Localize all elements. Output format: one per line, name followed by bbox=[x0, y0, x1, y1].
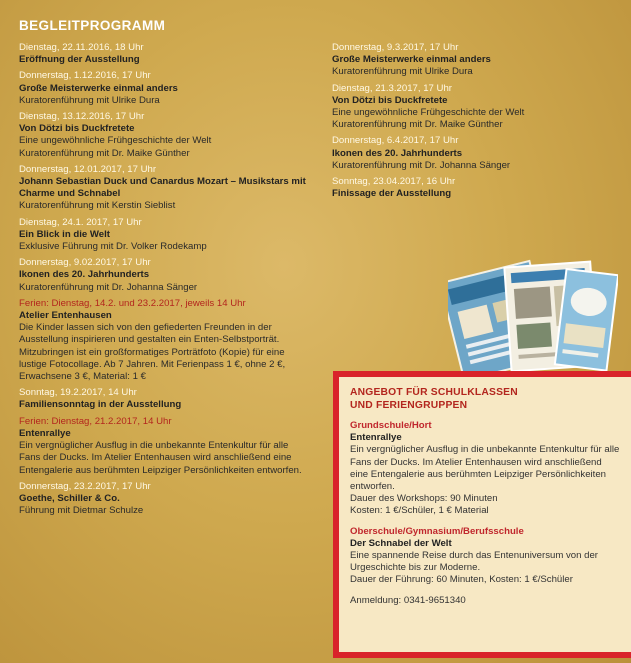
event-text: Eine ungewöhnliche Frühgeschichte der Welt bbox=[332, 107, 525, 119]
event-item bbox=[19, 111, 309, 160]
event-title: Johann Sebastian Duck und Canardus Mozart – Musikstars mit Charme und Schnabel bbox=[19, 176, 306, 200]
event-text: Kuratorenführung mit Dr. Maike Günther bbox=[19, 147, 190, 159]
offer-heading: ANGEBOT FÜR SCHULKLASSEN bbox=[350, 387, 518, 398]
event-date: Dienstag, 24.1. 2017, 17 Uhr bbox=[19, 216, 142, 228]
offer-text: Ein vergnüglicher Ausflug in die unbekannte Entenkultur für alle Fans der Ducks. Im Atelier Entenhausen wird anschließend eine Entengalerie aus berühmten Leipziger Persönlichkeiten entworfen. bbox=[350, 444, 620, 493]
event-text: Eine ungewöhnliche Frühgeschichte der Welt bbox=[19, 135, 212, 147]
event-text: Kuratorenführung mit Dr. Johanna Sänger bbox=[19, 281, 198, 293]
event-title: Eröffnung der Ausstellung bbox=[19, 54, 140, 66]
offer-text: Dauer der Führung: 60 Minuten, Kosten: 1 €/Schüler bbox=[350, 574, 573, 586]
event-item bbox=[19, 387, 309, 411]
offer-text: Eine spannende Reise durch das Entenuniversum von der Urgeschichte bis zur Moderne. bbox=[350, 550, 598, 574]
event-date: Donnerstag, 6.4.2017, 17 Uhr bbox=[332, 135, 459, 147]
event-title: Große Meisterwerke einmal anders bbox=[332, 54, 491, 66]
event-item bbox=[19, 298, 309, 383]
event-item bbox=[19, 42, 309, 66]
event-date: Donnerstag, 12.01.2017, 17 Uhr bbox=[19, 163, 157, 175]
event-text: Exklusive Führung mit Dr. Volker Rodekamp bbox=[19, 241, 207, 253]
offer-title: Der Schnabel der Welt bbox=[350, 537, 452, 549]
offer-text: Dauer des Workshops: 90 Minuten bbox=[350, 493, 498, 505]
offer-group bbox=[350, 526, 621, 587]
offer-heading: UND FERIENGRUPPEN bbox=[350, 400, 468, 411]
event-date: Donnerstag, 1.12.2016, 17 Uhr bbox=[19, 70, 151, 82]
event-title: Entenrallye bbox=[19, 427, 71, 439]
event-date: Ferien: Dienstag, 14.2. und 23.2.2017, jeweils 14 Uhr bbox=[19, 297, 246, 309]
event-title: Atelier Entenhausen bbox=[19, 310, 112, 322]
event-item bbox=[19, 257, 309, 294]
event-item bbox=[19, 70, 309, 107]
offer-text: Kosten: 1 €/Schüler, 1 € Material bbox=[350, 505, 489, 517]
event-text: Ein vergnüglicher Ausflug in die unbekannte Entenkultur für alle Fans der Ducks. Im Atelier Entenhausen wird anschließend eine Entengalerie aus berühmten Leipziger Persönlichkeiten entworfen. bbox=[19, 440, 302, 476]
event-text: Kuratorenführung mit Dr. Maike Günther bbox=[332, 119, 503, 131]
event-title: Große Meisterwerke einmal anders bbox=[19, 82, 178, 94]
event-date: Dienstag, 22.11.2016, 18 Uhr bbox=[19, 42, 144, 53]
event-item bbox=[19, 217, 309, 254]
school-offer-box bbox=[333, 371, 631, 658]
event-title: Goethe, Schiller & Co. bbox=[19, 492, 120, 504]
event-title: Ikonen des 20. Jahrhunderts bbox=[332, 147, 463, 159]
event-date: Donnerstag, 23.2.2017, 17 Uhr bbox=[19, 480, 151, 492]
event-title: Von Dötzi bis Duckfretete bbox=[19, 123, 135, 135]
event-date: Sonntag, 19.2.2017, 14 Uhr bbox=[19, 387, 137, 399]
page-title: BEGLEITPROGRAMM bbox=[19, 18, 166, 33]
event-date: Sonntag, 23.04.2017, 16 Uhr bbox=[332, 176, 456, 188]
event-item bbox=[332, 83, 617, 132]
event-date: Donnerstag, 9.3.2017, 17 Uhr bbox=[332, 42, 459, 53]
offer-category: Grundschule/Hort bbox=[350, 420, 432, 431]
event-text: Kuratorenführung mit Dr. Johanna Sänger bbox=[332, 159, 511, 171]
event-item bbox=[332, 176, 617, 200]
event-date: Ferien: Dienstag, 21.2.2017, 14 Uhr bbox=[19, 415, 172, 427]
event-date: Donnerstag, 9.02.2017, 17 Uhr bbox=[19, 257, 151, 269]
event-title: Familiensonntag in der Ausstellung bbox=[19, 399, 182, 411]
event-text: Kuratorenführung mit Ulrike Dura bbox=[332, 66, 473, 78]
event-item bbox=[19, 164, 309, 213]
offer-title: Entenrallye bbox=[350, 432, 402, 444]
event-title: Ikonen des 20. Jahrhunderts bbox=[19, 269, 150, 281]
events-right-column bbox=[332, 42, 617, 204]
event-title: Von Dötzi bis Duckfretete bbox=[332, 94, 448, 106]
event-text: Kuratorenführung mit Ulrike Dura bbox=[19, 94, 160, 106]
registration-phone: Anmeldung: 0341-9651340 bbox=[350, 594, 466, 606]
event-title: Ein Blick in die Welt bbox=[19, 228, 110, 240]
event-item bbox=[19, 481, 309, 518]
offer-group bbox=[350, 420, 621, 518]
event-text: Kuratorenführung mit Kerstin Sieblist bbox=[19, 200, 176, 212]
event-text: Die Kinder lassen sich von den gefiederten Freunden in der Ausstellung inspirieren und gestalten ein Enten-Selbstporträt. Mitzubringen ist ein großformatiges Porträtfoto (Kopie) für eine lustige Fotocollage. Ab 7 Jahren. Mit Ferienpass 1 €, ohne 2 €, Erwachsene 3 €, Material: 1 € bbox=[19, 322, 286, 383]
event-date: Dienstag, 13.12.2016, 17 Uhr bbox=[19, 111, 145, 123]
brochure-illustration bbox=[448, 254, 618, 378]
event-item bbox=[19, 416, 309, 477]
events-left-column bbox=[19, 42, 309, 521]
event-item bbox=[332, 135, 617, 172]
event-date: Dienstag, 21.3.2017, 17 Uhr bbox=[332, 82, 453, 94]
event-text: Führung mit Dietmar Schulze bbox=[19, 505, 144, 517]
offer-category: Oberschule/Gymnasium/Berufsschule bbox=[350, 525, 524, 537]
event-item bbox=[332, 42, 617, 79]
event-title: Finissage der Ausstellung bbox=[332, 188, 452, 200]
